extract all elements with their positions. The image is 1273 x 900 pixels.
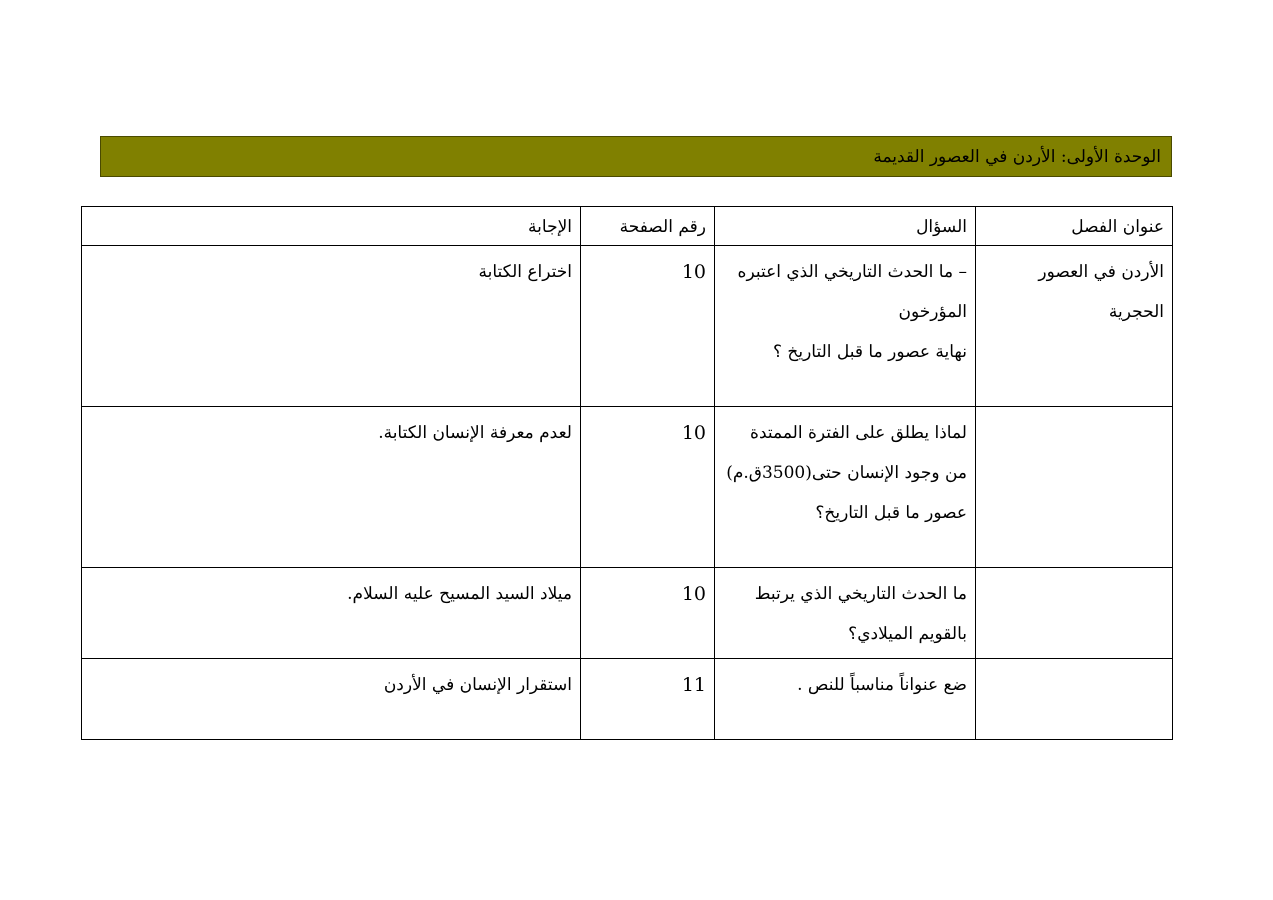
chapter-cell (976, 407, 1173, 568)
chapter-cell (976, 568, 1173, 659)
header-page: رقم الصفحة (581, 207, 715, 246)
question-line: – ما الحدث التاريخي الذي اعتبره المؤرخون (737, 262, 967, 322)
table-row (82, 659, 1173, 740)
table-header-row (82, 207, 1173, 246)
table-row (82, 246, 1173, 407)
answer-cell: لعدم معرفة الإنسان الكتابة. (82, 407, 581, 568)
table-row (82, 568, 1173, 659)
page-number-cell: 11 (581, 659, 715, 740)
header-chapter: عنوان الفصل (976, 207, 1173, 246)
question-line: لماذا يطلق على الفترة الممتدة من وجود الإنسان حتى(3500ق.م) (726, 423, 967, 483)
answer-cell: استقرار الإنسان في الأردن (82, 659, 581, 740)
chapter-cell (976, 659, 1173, 740)
question-cell (715, 246, 976, 407)
table-row (82, 407, 1173, 568)
unit-title-banner (100, 136, 1172, 177)
question-cell (715, 407, 976, 568)
unit-title: الوحدة الأولى: الأردن في العصور القديمة (873, 146, 1161, 167)
question-line: عصور ما قبل التاريخ؟ (815, 503, 967, 523)
question-line: نهاية عصور ما قبل التاريخ ؟ (772, 342, 967, 362)
page-number-cell: 10 (581, 568, 715, 659)
question-cell (715, 568, 976, 659)
question-line: ما الحدث التاريخي الذي يرتبط بالقويم الميلادي؟ (754, 584, 967, 644)
answer-cell: ميلاد السيد المسيح عليه السلام. (82, 568, 581, 659)
question-line: ضع عنواناً مناسباً للنص . (797, 675, 967, 695)
header-question: السؤال (715, 207, 976, 246)
page-number-cell: 10 (581, 407, 715, 568)
answer-cell: اختراع الكتابة (82, 246, 581, 407)
header-answer: الإجابة (82, 207, 581, 246)
question-cell (715, 659, 976, 740)
page-number-cell: 10 (581, 246, 715, 407)
questions-table (81, 206, 1173, 740)
chapter-cell: الأردن في العصور الحجرية (976, 246, 1173, 407)
